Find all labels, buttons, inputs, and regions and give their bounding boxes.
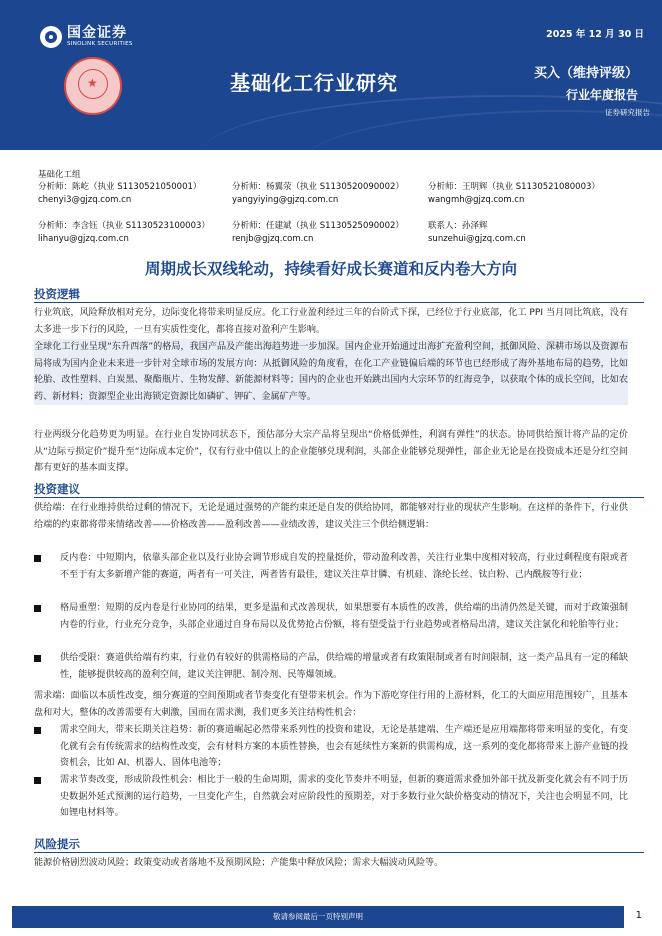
- bullet-icon: [34, 605, 41, 612]
- analyst-name: 分析师：杨翼荥（执业 S1130520090002）: [232, 182, 404, 192]
- section-title-advice: 投资建议: [34, 482, 80, 496]
- list-item-text: 格局重塑：短期的反内卷是行业协同的结果，更多是温和式改善现状，如果想要有本质性的改善，供给端的出清仍然是关键，而对于政策强制内卷的行业，行业充分竞争，头部企业通过自身布局以及优势抢占份额，将有望受益于行业趋势或者格局出清，建议关注氯化和轮胎等行业；: [60, 603, 628, 630]
- paragraph: 供给端：在行业维持供给过剩的情况下，无论是通过强势的产能约束还是自发的供给协同，都能够对行业的现状产生影响。在这样的条件下，行业供给端的约束都将带来情绪改善——价格改善——盈利改善——业绩改善，建议关注三个供给侧逻辑：: [34, 503, 628, 530]
- bullet-icon: [34, 555, 41, 562]
- analyst-name: 联系人：孙泽辉: [428, 221, 488, 231]
- paragraph: 行业筑底，风险释放相对充分，边际变化将带来明显反应。化工行业盈利经过三年的台阶式下探，已经位于行业底部，化工 PPI 当月同比筑底，没有太多进一步下行的风险，一旦有实质性变化，都将直接对盈利产生影响。: [34, 308, 628, 335]
- logo-icon: [40, 26, 62, 48]
- company-name-en: SINOLINK SECURITIES: [67, 41, 133, 47]
- list-item-text: 需求空间大，带来长期关注趋势：新的赛道崛起必然带来系列性的投资和建设，无论是基建端、生产端还是应用端都将带来明显的变化，有变化就有会有传统需求的结构性改变，会有材料方案的本质性替换，也会有延续性方案新的供需构成，这一系列的变化都将带来上游产业链的投资机会，比如 AI、机器人、固体电池等；: [60, 725, 628, 769]
- analyst-email[interactable]: chenyi3@gjzq.com.cn: [38, 195, 132, 205]
- list-item: [34, 772, 628, 822]
- team-name: 基础化工组: [38, 170, 81, 180]
- analyst-email[interactable]: lihanyu@gjzq.com.cn: [38, 234, 129, 244]
- list-item: [34, 550, 628, 583]
- analyst-name: 分析师：陈屹（执业 S1130521050001）: [38, 182, 202, 192]
- bullet-icon: [34, 655, 41, 662]
- analyst-card: [428, 181, 600, 207]
- header-banner: [0, 0, 662, 150]
- analyst-email[interactable]: wangmh@gjzq.com.cn: [428, 195, 525, 205]
- analyst-name: 分析师：任建斌（执业 S1130525090002）: [232, 221, 404, 231]
- page-footer: [0, 906, 662, 928]
- analyst-card: [428, 220, 526, 246]
- list-item: [34, 722, 628, 772]
- analyst-card: [38, 220, 210, 246]
- list-item: [34, 650, 628, 683]
- bullet-icon: [34, 727, 41, 734]
- page-number: 1: [635, 910, 642, 921]
- section-divider: [34, 302, 644, 303]
- section-title-risk: 风险提示: [34, 837, 80, 851]
- headline: 周期成长双线轮动，持续看好成长赛道和反内卷大方向: [144, 260, 517, 278]
- paragraph: 需求端：面临以本质性改变，细分赛道的空间预期或者节奏变化有望带来机会。作为下游吃穿住行用的上游材料，化工的大面应用范围较广，且基本盘和对大，整体的改善需要有大刺激，国而在需求测，我们更多关注结构性机会：: [34, 691, 628, 718]
- report-date: 2025 年 12 月 30 日: [546, 29, 644, 40]
- bullet-icon: [34, 777, 41, 784]
- analyst-name: 分析师：王明辉（执业 S1130521080003）: [428, 182, 600, 192]
- list-item-text: 反内卷：中短期内，依靠头部企业以及行业协会调节形成自发的控量挺价，带动盈利改善，关注行业集中度相对较高，行业过剩程度有限或者不至于有太多新增产能的赛道，两者有一可关注，两者皆有最佳，建议关注草甘膦、有机硅、涤纶长丝、钛白粉、己内酰胺等行业；: [60, 553, 628, 580]
- paragraph: 能源价格剧烈波动风险；政策变动或者落地不及预期风险；产能集中释放风险；需求大幅波动风险等。: [34, 858, 444, 868]
- rating-label: 买入（维持评级）: [533, 66, 638, 81]
- report-title: 基础化工行业研究: [230, 71, 398, 95]
- report-type: 行业年度报告: [565, 88, 638, 102]
- paragraph: 全球化工行业呈现“东升西落”的格局，我国产品及产能出海趋势进一步加深。国内企业开始通过出海扩充盈利空间，抵御风险、深耕市场以及资源布局将成为国内企业未来进一步针对全球市场的发展方向：从抵御风险的角度看，在化工产业链偏后端的环节也已经形成了海外基地布局的趋势，比如轮胎、改性塑料、白炭黑、聚酯瓶片、生物发酵、新能源材料等；国内的企业也开始跳出国内大宗环节的红海竞争，以获取个体的成长空间，比如农药、新材料；资源型企业出海锁定资源比如磷矿、钾矿、金属矿产等。: [34, 339, 628, 405]
- analyst-card: [232, 181, 404, 207]
- list-item-text: 供给受限：赛道供给端有约束，行业仍有较好的供需格局的产品，供给端的增量或者有政策限制或者有时间限制，这一类产品具有一定的稀缺性，能够提供较高的盈利空间，建议关注钾肥、制冷剂、民等爆领域。: [60, 653, 628, 680]
- analyst-email[interactable]: renjb@gjzq.com.cn: [232, 234, 314, 244]
- paragraph: 行业两级分化趋势更为明显。在行业自发协同状态下，预估部分大宗产品将呈现出“价格低弹性，利润有弹性”的状态。协同供给预计将产品的定价从“边际亏损定价”提升至“边际成本定价”，仅有行业中值以上的企业能够兑现利润，头部企业能够兑现弹性，部企业无论是在投资成本还是分红空间都有更好的基本面支撑。: [34, 430, 628, 474]
- list-item-text: 需求节奏改变，形成阶段性机会：相比于一般的生命周期，需求的变化节奏并不明显，但新的赛道需求叠加外部干扰及新变化就会有不同于历史数据外延式预测的运行趋势，一旦变化产生，自然就会对应阶段性的预期差，对于多数行业欠缺价格变动的情况下，关注也会明显不同，比如锂电材料等。: [60, 775, 628, 819]
- report-tag: 证券研究报告: [605, 108, 650, 117]
- analyst-email[interactable]: sunzehui@gjzq.com.cn: [428, 234, 526, 244]
- section-divider: [34, 852, 644, 853]
- disclaimer-link[interactable]: 敬请参阅最后一页特别声明: [273, 912, 363, 921]
- analyst-card: [38, 181, 201, 207]
- analyst-email[interactable]: yangyiying@gjzq.com.cn: [232, 195, 339, 205]
- section-title-logic: 投资逻辑: [34, 287, 80, 301]
- list-item: [34, 600, 628, 633]
- analyst-name: 分析师：李含钰（执业 S1130523100003）: [38, 221, 210, 231]
- section-divider: [34, 497, 644, 498]
- company-name-cn: 国金证券: [67, 25, 127, 41]
- seal-stamp-icon: ★: [64, 57, 122, 115]
- company-logo: [40, 26, 133, 48]
- analyst-card: [232, 220, 404, 246]
